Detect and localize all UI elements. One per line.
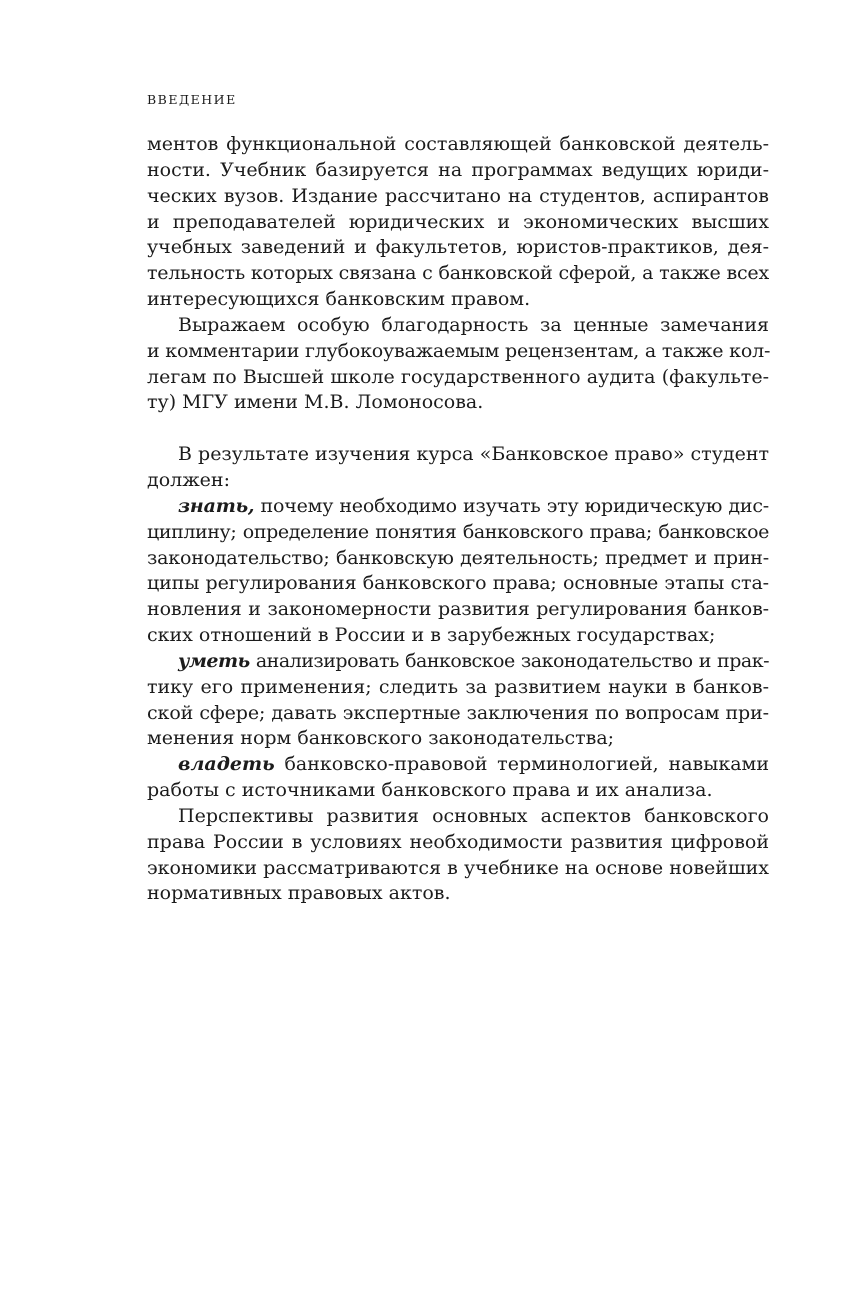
text-line: и комментарии глубокоуважаемым рецензентам, а также кол- bbox=[147, 339, 771, 362]
paragraph-learning-outcomes bbox=[147, 442, 769, 494]
outcome-know bbox=[147, 494, 769, 649]
text-line: учебных заведений и факультетов, юристов-практиков, дея- bbox=[147, 236, 769, 259]
term-able: уметь bbox=[178, 649, 250, 672]
text-line: тику его применения; следить за развитием науки в банков- bbox=[147, 675, 769, 698]
text-line: интересующихся банковским правом. bbox=[147, 288, 531, 311]
body-text bbox=[147, 132, 769, 907]
outcome-able bbox=[147, 649, 769, 752]
text-fragment: почему необходимо изучать эту юридическую дис- bbox=[254, 494, 769, 517]
text-line: Перспективы развития основных аспектов банковского bbox=[178, 804, 769, 827]
text-fragment: анализировать банковское законодательство и прак- bbox=[249, 649, 769, 672]
text-line bbox=[147, 752, 769, 778]
text-line: ской сфере; давать экспертные заключения по вопросам при- bbox=[147, 701, 769, 724]
text-line: работы с источниками банковского права и их анализа. bbox=[147, 779, 713, 802]
paragraph-intro-continuation bbox=[147, 132, 769, 313]
text-line bbox=[147, 649, 769, 675]
text-fragment: банковско-правовой терминологией, навыками bbox=[274, 753, 769, 776]
text-line: ментов функциональной составляющей банковской деятель- bbox=[147, 133, 769, 155]
text-line: нормативных правовых актов. bbox=[147, 882, 451, 905]
text-line: ту) МГУ имени М.В. Ломоносова. bbox=[147, 391, 484, 414]
text-line: законодательство; банковскую деятельность; предмет и прин- bbox=[147, 546, 769, 569]
term-master: владеть bbox=[178, 753, 275, 776]
text-line: ских отношений в России и в зарубежных государствах; bbox=[147, 624, 716, 647]
text-line: должен: bbox=[147, 468, 230, 491]
text-line: менения норм банковского законодательства; bbox=[147, 727, 615, 750]
paragraph-acknowledgements bbox=[147, 313, 769, 416]
text-line: тельность которых связана с банковской сферой, а также всех bbox=[147, 262, 769, 285]
section-gap bbox=[147, 416, 769, 442]
text-line: ципы регулирования банковского права; основные этапы ста- bbox=[147, 572, 769, 595]
text-line: права России в условиях необходимости развития цифровой bbox=[147, 830, 769, 853]
text-line bbox=[147, 494, 769, 520]
term-know: знать, bbox=[178, 494, 255, 517]
text-line: циплину; определение понятия банковского права; банковское bbox=[147, 520, 769, 543]
text-line: экономики рассматриваются в учебнике на основе новейших bbox=[147, 856, 769, 879]
text-line: ческих вузов. Издание рассчитано на студентов, аспирантов bbox=[147, 184, 769, 207]
text-line: Выражаем особую благодарность за ценные замечания bbox=[178, 313, 769, 336]
text-line: новления и закономерности развития регулирования банков- bbox=[147, 598, 769, 621]
outcome-master bbox=[147, 752, 769, 804]
running-head: ВВЕДЕНИЕ bbox=[147, 92, 237, 107]
text-line: В результате изучения курса «Банковское право» студент bbox=[178, 443, 769, 466]
text-line: легам по Высшей школе государственного аудита (факульте- bbox=[147, 365, 769, 388]
text-line: и преподавателей юридических и экономических высших bbox=[147, 210, 769, 233]
paragraph-perspectives bbox=[147, 804, 769, 907]
text-line: ности. Учебник базируется на программах ведущих юриди- bbox=[147, 158, 769, 181]
